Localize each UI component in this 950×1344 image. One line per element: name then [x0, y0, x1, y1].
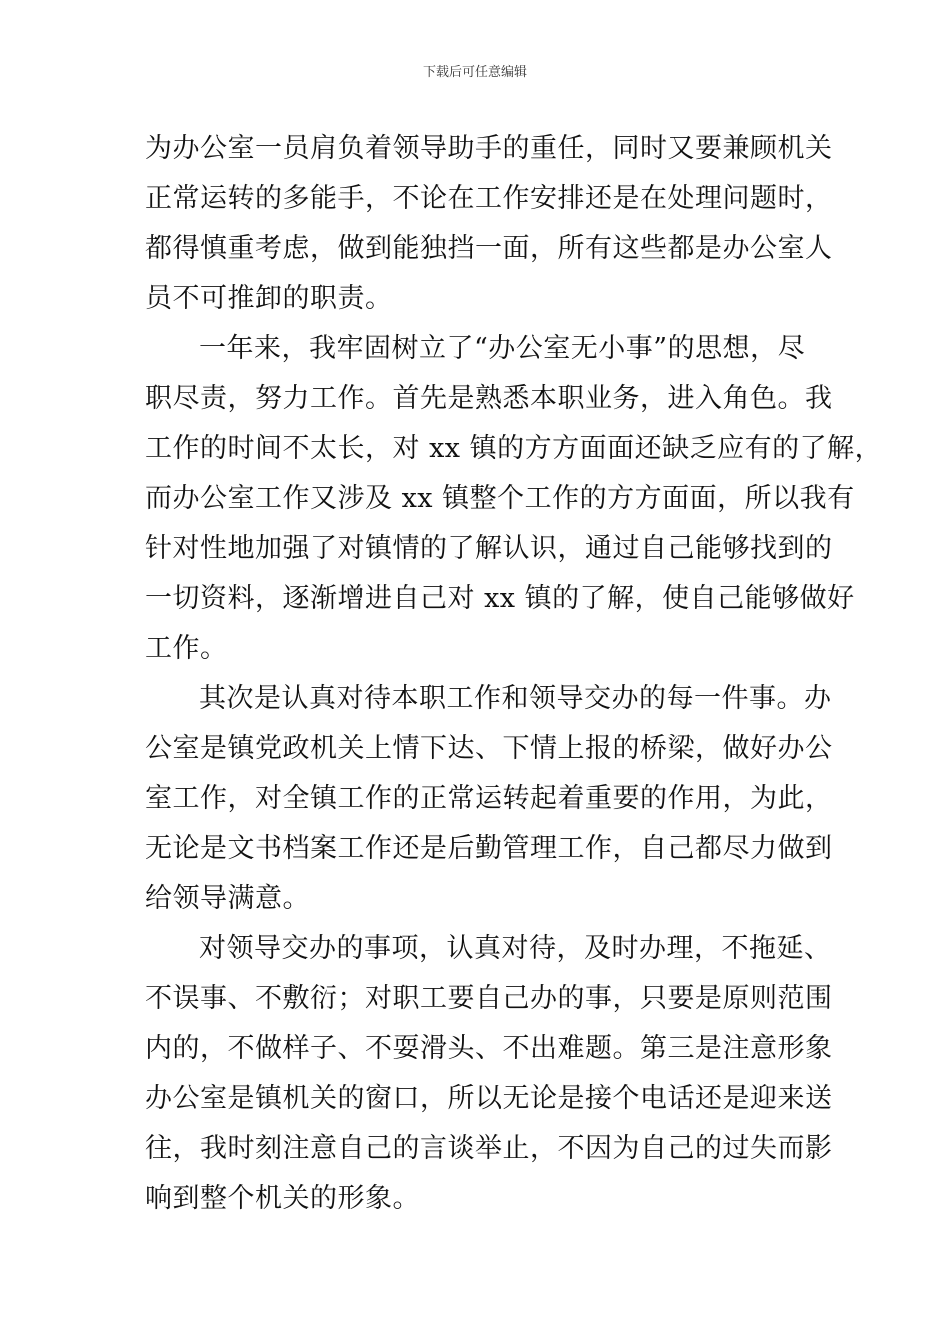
text-line: 职尽责，努力工作。首先是熟悉本职业务，进入角色。我: [145, 383, 833, 414]
document-body: [145, 124, 883, 1224]
text-line: 无论是文书档案工作还是后勤管理工作，自己都尽力做到: [145, 833, 833, 864]
text-line: 办公室是镇机关的窗口，所以无论是接个电话还是迎来送: [145, 1083, 833, 1114]
paragraph-1: [145, 124, 833, 324]
text-line: 给领导满意。: [145, 883, 310, 914]
paragraph-2: [145, 324, 883, 674]
text-line: 针对性地加强了对镇情的了解认识，通过自己能够找到的: [145, 533, 833, 564]
page-header: 下载后可任意编辑: [422, 65, 527, 80]
text-line: 一年来，我牢固树立了“办公室无小事”的思想，尽: [199, 333, 806, 364]
text-line: 都得慎重考虑，做到能独挡一面，所有这些都是办公室人: [145, 233, 833, 264]
text-line: 往，我时刻注意自己的言谈举止，不因为自己的过失而影: [145, 1133, 833, 1164]
text-line: 内的，不做样子、不耍滑头、不出难题。第三是注意形象: [145, 1033, 833, 1064]
text-line: 响到整个机关的形象。: [145, 1183, 420, 1214]
paragraph-3: [145, 674, 833, 924]
text-line: 一切资料，逐渐增进自己对 xx 镇的了解，使自己能够做好: [145, 583, 855, 614]
text-line: 不误事、不敷衍；对职工要自己办的事，只要是原则范围: [145, 983, 833, 1014]
text-line: 工作的时间不太长，对 xx 镇的方方面面还缺乏应有的了解，: [145, 433, 883, 464]
paragraph-4: [145, 924, 833, 1224]
text-line: 室工作，对全镇工作的正常运转起着重要的作用，为此，: [145, 783, 833, 814]
text-line: 而办公室工作又涉及 xx 镇整个工作的方方面面，所以我有: [145, 483, 855, 514]
text-line: 公室是镇党政机关上情下达、下情上报的桥梁，做好办公: [145, 733, 833, 764]
text-line: 正常运转的多能手，不论在工作安排还是在处理问题时，: [145, 183, 833, 214]
text-line: 员不可推卸的职责。: [145, 283, 393, 314]
text-line: 其次是认真对待本职工作和领导交办的每一件事。办: [199, 683, 832, 714]
text-line: 对领导交办的事项，认真对待，及时办理，不拖延、: [199, 933, 832, 964]
text-line: 工作。: [145, 633, 228, 664]
text-line: 为办公室一员肩负着领导助手的重任，同时又要兼顾机关: [145, 133, 833, 164]
